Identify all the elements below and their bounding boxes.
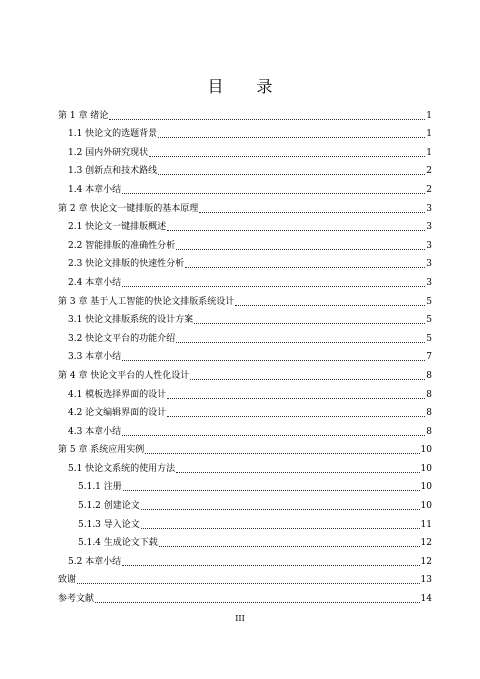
dot-leader [122,192,425,194]
dot-leader [176,341,425,343]
toc-entry-title: 第 2 章 快论文一键排版的基本原理 [58,203,199,214]
toc-entry-page: 8 [426,426,432,437]
toc-entry-title: 5.1.3 导入论文 [78,519,140,530]
dot-leader [176,471,419,473]
toc-entry-page: 13 [420,575,432,586]
dot-leader [194,322,425,324]
toc-entry-title: 第 3 章 基于人工智能的快论文排版系统设计 [58,296,235,307]
toc-entry[interactable] [58,270,432,289]
toc-entry-title: 4.1 模板选择界面的设计 [68,389,167,400]
toc-entry-title: 3.1 快论文排版系统的设计方案 [68,315,194,326]
toc-entry-page: 2 [426,184,432,195]
toc-entry-title: 第 1 章 绪论 [58,110,109,121]
toc-entry[interactable] [58,401,432,420]
toc-entry-page: 3 [426,222,432,233]
toc-entry[interactable] [58,586,432,605]
dot-leader [158,173,425,175]
toc-entry-title: 2.3 快论文排版的快速性分析 [68,259,185,270]
toc-entry[interactable] [58,345,432,364]
toc-entry-page: 3 [426,240,432,251]
dot-leader [122,434,425,436]
toc-entry-page: 10 [420,501,432,512]
toc-entry-page: 3 [426,203,432,214]
toc-entry-page: 2 [426,166,432,177]
dot-leader [158,136,425,138]
toc-entry[interactable] [58,493,432,512]
dot-leader [149,155,425,157]
toc-entry-title: 2.4 本章小结 [68,277,122,288]
toc-entry[interactable] [58,382,432,401]
dot-leader [159,545,420,547]
toc-entry-title: 5.1 快论文系统的使用方法 [68,463,176,474]
toc-entry[interactable] [58,568,432,587]
dot-leader [122,359,425,361]
toc-entry-page: 5 [426,333,432,344]
toc-entry-page: 1 [426,129,432,140]
dot-leader [185,266,425,268]
toc-entry-page: 7 [426,352,432,363]
toc-entry-title: 2.2 智能排版的准确性分析 [68,240,176,251]
dot-leader [167,229,425,231]
toc-entry-page: 1 [426,147,432,158]
dot-leader [141,508,420,510]
toc-entry[interactable] [58,308,432,327]
toc-entry-title: 第 5 章 系统应用实例 [58,445,145,456]
toc-entry-title: 4.2 论文编辑界面的设计 [68,408,167,419]
toc-entry-title: 5.2 本章小结 [68,556,122,567]
dot-leader [122,564,419,566]
dot-leader [190,378,425,380]
toc-entry-page: 12 [420,538,432,549]
toc-entry-title: 参考文献 [58,594,95,605]
toc-entry[interactable] [58,196,432,215]
toc-entry[interactable] [58,549,432,568]
toc-entry-page: 5 [426,296,432,307]
toc-entry-page: 8 [426,389,432,400]
toc-entry-title: 4.3 本章小结 [68,426,122,437]
toc-entry-title: 1.2 国内外研究现状 [68,147,149,158]
dot-leader [95,601,420,603]
toc-entry[interactable] [58,103,432,122]
toc-entry[interactable] [58,233,432,252]
toc-entry[interactable] [58,326,432,345]
dot-leader [167,415,425,417]
toc-entry-page: 12 [420,556,432,567]
toc-entry-title: 1.4 本章小结 [68,184,122,195]
toc-entry[interactable] [58,122,432,141]
page-number-footer: III [235,614,245,623]
toc-entry[interactable] [58,475,432,494]
dot-leader [199,211,425,213]
toc-entry[interactable] [58,531,432,550]
toc-entry-page: 10 [420,445,432,456]
toc-entry-title: 1.1 快论文的选题背景 [68,129,158,140]
toc-entry-title: 3.3 本章小结 [68,352,122,363]
toc-entry-page: 8 [426,408,432,419]
toc-entry-title: 5.1.4 生成论文下载 [78,538,158,549]
toc-entry-page: 3 [426,277,432,288]
toc-entry[interactable] [58,140,432,159]
toc-entry[interactable] [58,177,432,196]
toc-entry-page: 5 [426,315,432,326]
toc-entry-page: 11 [420,519,432,530]
toc-entry[interactable] [58,215,432,234]
dot-leader [122,285,425,287]
toc-entry-title: 1.3 创新点和技术路线 [68,166,158,177]
toc-entry-title: 5.1.1 注册 [78,482,122,493]
toc-entry-title: 3.2 快论文平台的功能介绍 [68,333,176,344]
dot-leader [141,527,420,529]
dot-leader [167,397,425,399]
toc-entry[interactable] [58,438,432,457]
dot-leader [235,304,425,306]
page-title: 目 录 [207,77,287,96]
dot-leader [109,118,425,120]
dot-leader [176,248,425,250]
table-of-contents [58,103,432,605]
toc-entry-page: 10 [420,463,432,474]
dot-leader [77,582,420,584]
toc-entry-page: 14 [420,594,432,605]
toc-entry[interactable] [58,419,432,438]
toc-entry-page: 10 [420,482,432,493]
toc-entry-title: 致谢 [58,575,77,586]
toc-entry[interactable] [58,363,432,382]
toc-entry-page: 8 [426,370,432,381]
toc-entry-page: 1 [426,110,432,121]
dot-leader [145,452,419,454]
toc-entry-title: 2.1 快论文一键排版概述 [68,222,167,233]
dot-leader [123,489,420,491]
toc-entry-title: 5.1.2 创建论文 [78,501,140,512]
toc-entry-page: 3 [426,259,432,270]
toc-entry[interactable] [58,456,432,475]
toc-entry[interactable] [58,252,432,271]
toc-entry[interactable] [58,512,432,531]
toc-entry[interactable] [58,289,432,308]
toc-entry[interactable] [58,159,432,178]
toc-entry-title: 第 4 章 快论文平台的人性化设计 [58,370,190,381]
